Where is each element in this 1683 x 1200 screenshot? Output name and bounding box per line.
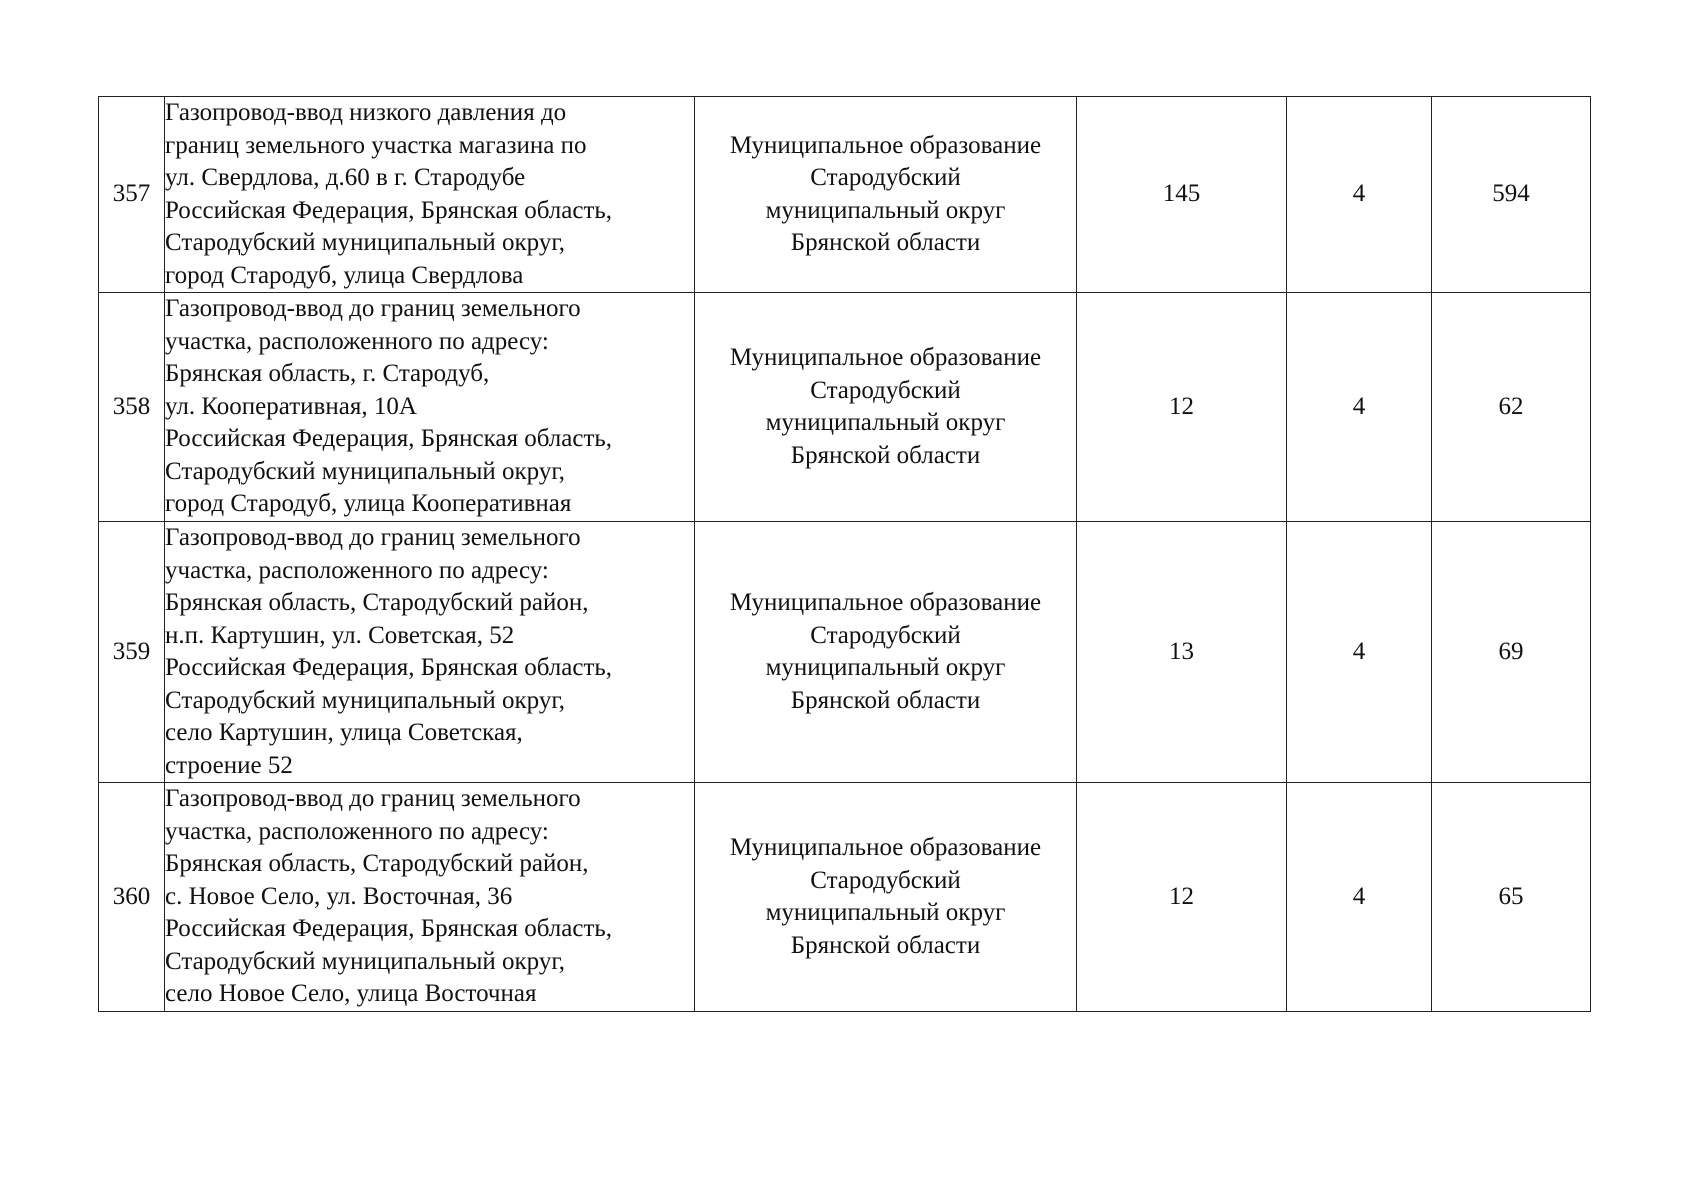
owner-line: муниципальный округ xyxy=(765,409,1006,436)
object-name-line: Газопровод-ввод до границ земельного xyxy=(165,295,581,323)
table-row xyxy=(99,97,1591,293)
table-row xyxy=(99,522,1591,783)
row-number-cell: 359 xyxy=(99,522,165,783)
value-cell-c: 594 xyxy=(1432,97,1591,293)
owner-line: Стародубский xyxy=(810,164,961,191)
value-cell-b: 4 xyxy=(1287,522,1432,783)
object-name-line: Брянская область, Стародубский район, xyxy=(165,850,589,878)
owner-line: муниципальный округ xyxy=(765,196,1006,224)
value-cell-c: 62 xyxy=(1432,293,1591,522)
object-name-line: ул. Кооперативная, 10А xyxy=(165,392,417,420)
row-number-cell: 360 xyxy=(99,783,165,1012)
object-name-line: Российская Федерация, Брянская область, xyxy=(165,915,613,943)
owner-line: Муниципальное образование xyxy=(729,131,1042,159)
object-name-line: участка, расположенного по адресу: xyxy=(165,817,549,845)
object-name-line: н.п. Картушин, ул. Советская, 52 xyxy=(165,621,515,649)
table-row xyxy=(99,293,1591,522)
object-name-line: Газопровод-ввод до границ земельного xyxy=(165,785,581,813)
object-name-cell xyxy=(165,783,695,1012)
object-name-line: Газопровод-ввод низкого давления до xyxy=(165,99,567,126)
object-name-line: Стародубский муниципальный округ, xyxy=(165,457,566,485)
value-cell-b: 4 xyxy=(1287,783,1432,1012)
value-cell-c: 65 xyxy=(1432,783,1591,1012)
object-name-cell xyxy=(165,97,695,293)
owner-line: Брянской области xyxy=(790,686,981,714)
owner-line: Стародубский xyxy=(810,866,961,894)
value-cell-a: 12 xyxy=(1077,293,1287,522)
owner-line: Муниципальное образование xyxy=(729,834,1042,861)
object-name-line: Стародубский муниципальный округ, xyxy=(165,686,566,714)
object-name-line: Российская Федерация, Брянская область, xyxy=(165,654,613,681)
value-cell-c: 69 xyxy=(1432,522,1591,783)
object-name-line: с. Новое Село, ул. Восточная, 36 xyxy=(165,882,513,910)
owner-line: муниципальный округ xyxy=(765,654,1006,681)
object-name-line: село Новое Село, улица Восточная xyxy=(165,980,537,1008)
owner-cell xyxy=(695,522,1077,783)
object-name-line: Российская Федерация, Брянская область, xyxy=(165,196,613,224)
value-cell-b: 4 xyxy=(1287,293,1432,522)
object-name-line: Стародубский муниципальный округ, xyxy=(165,947,566,975)
owner-line: Стародубский xyxy=(810,621,961,649)
object-name-line: строение 52 xyxy=(165,751,293,779)
object-name-line: участка, расположенного по адресу: xyxy=(165,327,549,355)
object-name-line: участка, расположенного по адресу: xyxy=(165,556,549,584)
owner-line: Брянской области xyxy=(790,441,981,469)
owner-line: Муниципальное образование xyxy=(729,589,1042,616)
object-name-line: Брянская область, Стародубский район, xyxy=(165,589,589,616)
registry-table xyxy=(98,96,1591,1012)
object-name-line: Брянская область, г. Стародуб, xyxy=(165,360,490,388)
object-name-line: село Картушин, улица Советская, xyxy=(165,719,523,746)
object-name-line: Стародубский муниципальный округ, xyxy=(165,229,566,256)
owner-cell xyxy=(695,783,1077,1012)
object-name-line: Российская Федерация, Брянская область, xyxy=(165,425,613,453)
object-name-line: город Стародуб, улица Свердлова xyxy=(165,261,524,289)
table-row xyxy=(99,783,1591,1012)
object-name-line: границ земельного участка магазина по xyxy=(165,131,587,159)
object-name-line: Газопровод-ввод до границ земельного xyxy=(165,524,581,551)
row-number-cell: 357 xyxy=(99,97,165,293)
object-name-cell xyxy=(165,293,695,522)
object-name-line: город Стародуб, улица Кооперативная xyxy=(165,490,572,518)
value-cell-a: 13 xyxy=(1077,522,1287,783)
object-name-line: ул. Свердлова, д.60 в г. Стародубе xyxy=(165,164,526,191)
owner-cell xyxy=(695,293,1077,522)
owner-cell xyxy=(695,97,1077,293)
row-number-cell: 358 xyxy=(99,293,165,522)
value-cell-a: 145 xyxy=(1077,97,1287,293)
object-name-cell xyxy=(165,522,695,783)
owner-line: муниципальный округ xyxy=(765,899,1006,926)
value-cell-b: 4 xyxy=(1287,97,1432,293)
owner-line: Стародубский xyxy=(810,376,961,404)
owner-line: Брянской области xyxy=(790,931,981,959)
owner-line: Брянской области xyxy=(790,229,981,256)
owner-line: Муниципальное образование xyxy=(729,344,1042,371)
value-cell-a: 12 xyxy=(1077,783,1287,1012)
